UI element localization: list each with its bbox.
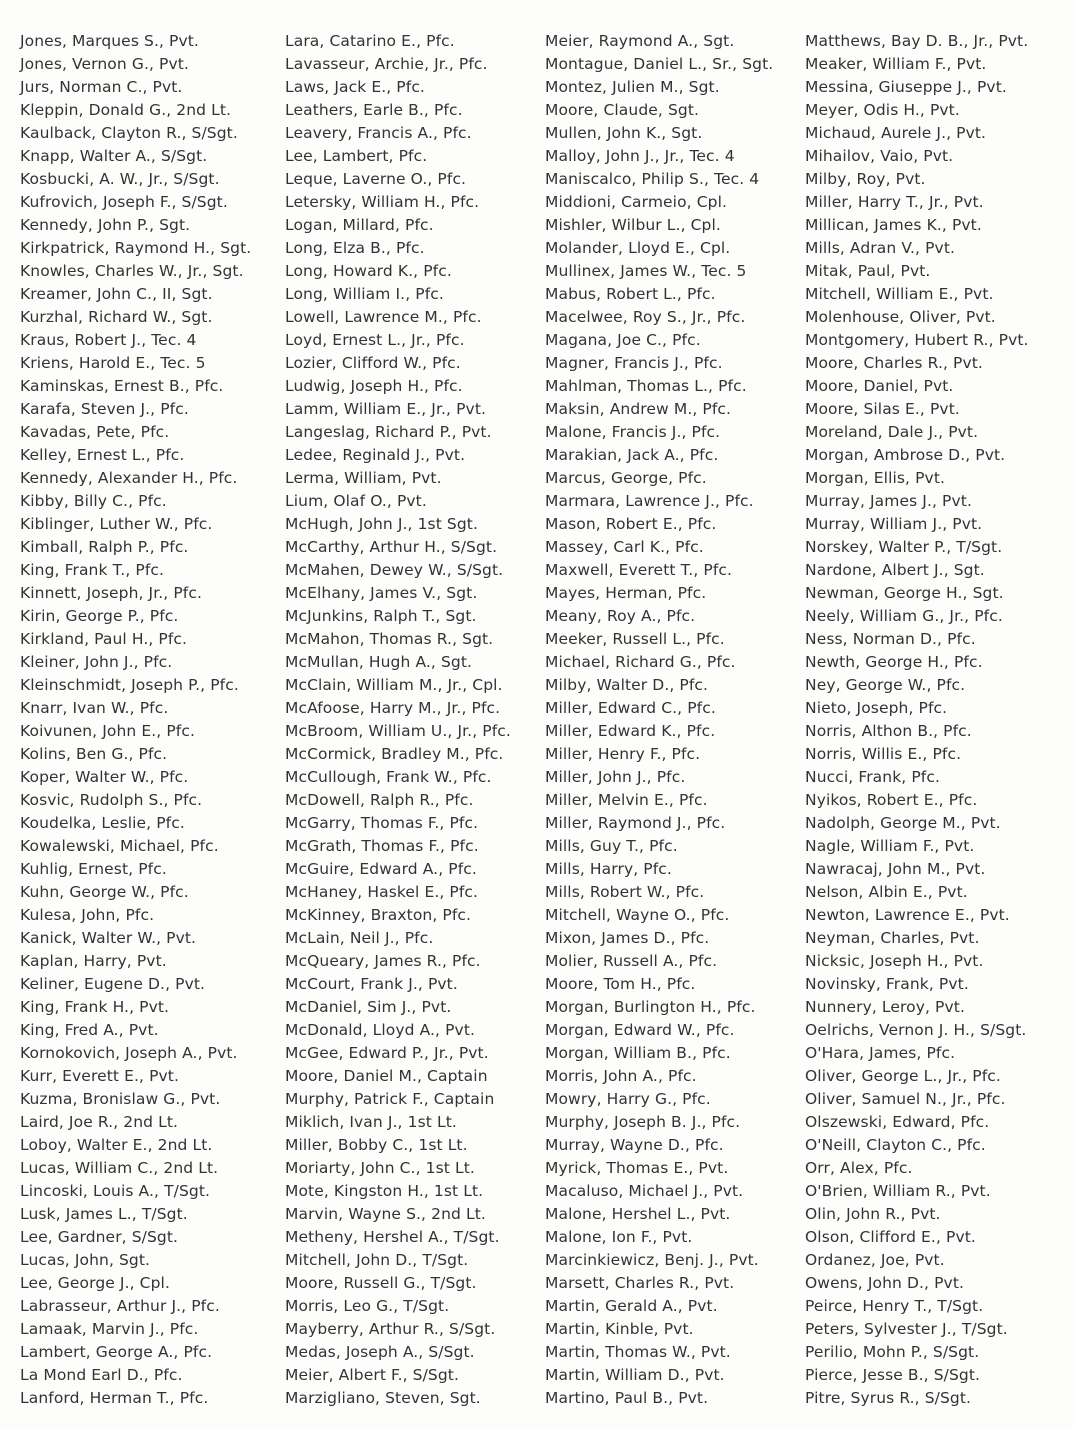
roster-entry: Mullen, John K., Sgt. (545, 124, 703, 142)
roster-entry: Kuhn, George W., Pfc. (20, 883, 189, 901)
roster-entry: Ney, George W., Pfc. (805, 676, 966, 694)
roster-entry: Morgan, Ellis, Pvt. (805, 469, 946, 487)
roster-entry: Messina, Giuseppe J., Pvt. (805, 78, 1007, 96)
roster-entry: Montgomery, Hubert R., Pvt. (805, 331, 1029, 349)
roster-entry: Miller, Bobby C., 1st Lt. (285, 1136, 468, 1154)
roster-entry: Keliner, Eugene D., Pvt. (20, 975, 206, 993)
roster-entry: Kosbucki, A. W., Jr., S/Sgt. (20, 170, 220, 188)
roster-entry: Macaluso, Michael J., Pvt. (545, 1182, 744, 1200)
roster-entry: Meier, Raymond A., Sgt. (545, 32, 735, 50)
roster-entry: Langeslag, Richard P., Pvt. (285, 423, 492, 441)
roster-entry: McHaney, Haskel E., Pfc. (285, 883, 479, 901)
roster-entry: McKinney, Braxton, Pfc. (285, 906, 472, 924)
roster-entry: Kufrovich, Joseph F., S/Sgt. (20, 193, 228, 211)
roster-entry: Kavadas, Pete, Pfc. (20, 423, 170, 441)
roster-entry: Nagle, William F., Pvt. (805, 837, 975, 855)
roster-entry: McDonald, Lloyd A., Pvt. (285, 1021, 476, 1039)
roster-entry: Moore, Russell G., T/Sgt. (285, 1274, 477, 1292)
roster-entry: Mills, Robert W., Pfc. (545, 883, 705, 901)
roster-entry: Ness, Norman D., Pfc. (805, 630, 976, 648)
roster-entry: McHugh, John J., 1st Sgt. (285, 515, 478, 533)
roster-entry: Norskey, Walter P., T/Sgt. (805, 538, 1003, 556)
roster-entry: Kennedy, Alexander H., Pfc. (20, 469, 238, 487)
roster-entry: Mahlman, Thomas L., Pfc. (545, 377, 747, 395)
roster-entry: Koper, Walter W., Pfc. (20, 768, 189, 786)
roster-entry: Lanford, Herman T., Pfc. (20, 1389, 209, 1407)
roster-entry: Nicksic, Joseph H., Pvt. (805, 952, 984, 970)
roster-entry: Kaplan, Harry, Pvt. (20, 952, 167, 970)
roster-entry: Karafa, Steven J., Pfc. (20, 400, 189, 418)
roster-entry: La Mond Earl D., Pfc. (20, 1366, 183, 1384)
roster-entry: Norris, Willis E., Pfc. (805, 745, 962, 763)
roster-entry: Michael, Richard G., Pfc. (545, 653, 736, 671)
roster-entry: Knarr, Ivan W., Pfc. (20, 699, 169, 717)
roster-entry: Olszewski, Edward, Pfc. (805, 1113, 990, 1131)
roster-entry: Koivunen, John E., Pfc. (20, 722, 195, 740)
roster-entry: Kleinschmidt, Joseph P., Pfc. (20, 676, 239, 694)
roster-entry: Millican, James K., Pvt. (805, 216, 982, 234)
roster-entry: Michaud, Aurele J., Pvt. (805, 124, 987, 142)
roster-entry: Logan, Millard, Pfc. (285, 216, 434, 234)
roster-entry: Knowles, Charles W., Jr., Sgt. (20, 262, 244, 280)
roster-entry: Murray, Wayne D., Pfc. (545, 1136, 724, 1154)
roster-entry: Oelrichs, Vernon J. H., S/Sgt. (805, 1021, 1027, 1039)
roster-entry: Lara, Catarino E., Pfc. (285, 32, 455, 50)
roster-entry: McBroom, William U., Jr., Pfc. (285, 722, 511, 740)
roster-entry: Morgan, Ambrose D., Pvt. (805, 446, 1006, 464)
roster-entry: Lavasseur, Archie, Jr., Pfc. (285, 55, 488, 73)
roster-entry: Letersky, William H., Pfc. (285, 193, 480, 211)
roster-entry: Leavery, Francis A., Pfc. (285, 124, 472, 142)
roster-entry: Murphy, Joseph B. J., Pfc. (545, 1113, 741, 1131)
roster-entry: Nardone, Albert J., Sgt. (805, 561, 985, 579)
roster-entry: Marsett, Charles R., Pvt. (545, 1274, 735, 1292)
roster-entry: Miller, Harry T., Jr., Pvt. (805, 193, 984, 211)
roster-entry: Mills, Guy T., Pfc. (545, 837, 678, 855)
roster-entry: King, Frank T., Pfc. (20, 561, 165, 579)
roster-entry: Owens, John D., Pvt. (805, 1274, 965, 1292)
roster-entry: Miklich, Ivan J., 1st Lt. (285, 1113, 457, 1131)
roster-entry: Mullinex, James W., Tec. 5 (545, 262, 747, 280)
roster-entry: Kaminskas, Ernest B., Pfc. (20, 377, 224, 395)
roster-entry: Malloy, John J., Jr., Tec. 4 (545, 147, 735, 165)
roster-entry: Marmara, Lawrence J., Pfc. (545, 492, 754, 510)
roster-entry: Kirin, George P., Pfc. (20, 607, 179, 625)
roster-entry: Moriarty, John C., 1st Lt. (285, 1159, 475, 1177)
roster-entry: Kurzhal, Richard W., Sgt. (20, 308, 213, 326)
roster-entry: Leque, Laverne O., Pfc. (285, 170, 467, 188)
roster-entry: Lucas, John, Sgt. (20, 1251, 151, 1269)
roster-entry: Maxwell, Everett T., Pfc. (545, 561, 733, 579)
roster-entry: Martino, Paul B., Pvt. (545, 1389, 709, 1407)
roster-entry: Newman, George H., Sgt. (805, 584, 1004, 602)
roster-entry: Newth, George H., Pfc. (805, 653, 983, 671)
roster-entry: McJunkins, Ralph T., Sgt. (285, 607, 477, 625)
roster-entry: Meany, Roy A., Pfc. (545, 607, 696, 625)
roster-entry: Lozier, Clifford W., Pfc. (285, 354, 461, 372)
roster-entry: Knapp, Walter A., S/Sgt. (20, 147, 208, 165)
roster-entry: Jurs, Norman C., Pvt. (20, 78, 183, 96)
roster-entry: Kimball, Ralph P., Pfc. (20, 538, 189, 556)
roster-entry: Loboy, Walter E., 2nd Lt. (20, 1136, 213, 1154)
roster-entry: Long, William I., Pfc. (285, 285, 444, 303)
roster-column-4 (805, 30, 1029, 1410)
roster-entry: Lambert, George A., Pfc. (20, 1343, 213, 1361)
roster-entry: Lamm, William E., Jr., Pvt. (285, 400, 487, 418)
roster-entry: Olson, Clifford E., Pvt. (805, 1228, 976, 1246)
roster-entry: Mihailov, Vaio, Pvt. (805, 147, 954, 165)
roster-entry: Neyman, Charles, Pvt. (805, 929, 980, 947)
roster-entry: McClain, William M., Jr., Cpl. (285, 676, 503, 694)
roster-entry: Martin, William D., Pvt. (545, 1366, 725, 1384)
roster-entry: Lowell, Lawrence M., Pfc. (285, 308, 482, 326)
roster-entry: Morgan, Burlington H., Pfc. (545, 998, 756, 1016)
roster-entry: Ordanez, Joe, Pvt. (805, 1251, 945, 1269)
roster-entry: Molier, Russell A., Pfc. (545, 952, 718, 970)
roster-entry: McAfoose, Harry M., Jr., Pfc. (285, 699, 501, 717)
roster-entry: McCarthy, Arthur H., S/Sgt. (285, 538, 498, 556)
roster-entry: Miller, Henry F., Pfc. (545, 745, 701, 763)
roster-entry: Kelley, Ernest L., Pfc. (20, 446, 185, 464)
roster-entry: Olin, John R., Pvt. (805, 1205, 941, 1223)
roster-entry: Kowalewski, Michael, Pfc. (20, 837, 219, 855)
roster-entry: Mills, Adran V., Pvt. (805, 239, 956, 257)
roster-entry: McGarry, Thomas F., Pfc. (285, 814, 479, 832)
roster-entry: Morgan, William B., Pfc. (545, 1044, 731, 1062)
roster-entry: Kurr, Everett E., Pvt. (20, 1067, 179, 1085)
roster-entry: Miller, Edward K., Pfc. (545, 722, 716, 740)
roster-entry: Mayberry, Arthur R., S/Sgt. (285, 1320, 496, 1338)
roster-entry: Murray, William J., Pvt. (805, 515, 983, 533)
roster-entry: Novinsky, Frank, Pvt. (805, 975, 969, 993)
roster-entry: Long, Howard K., Pfc. (285, 262, 452, 280)
roster-entry: McQueary, James R., Pfc. (285, 952, 481, 970)
roster-entry: McElhany, James V., Sgt. (285, 584, 478, 602)
roster-entry: Marvin, Wayne S., 2nd Lt. (285, 1205, 486, 1223)
roster-entry: Lee, Gardner, S/Sgt. (20, 1228, 179, 1246)
roster-entry: Middioni, Carmeio, Cpl. (545, 193, 728, 211)
roster-entry: Kirkpatrick, Raymond H., Sgt. (20, 239, 252, 257)
roster-entry: Miller, Edward C., Pfc. (545, 699, 716, 717)
roster-entry: Orr, Alex, Pfc. (805, 1159, 913, 1177)
roster-entry: Meaker, William F., Pvt. (805, 55, 987, 73)
roster-entry: Kuzma, Bronislaw G., Pvt. (20, 1090, 221, 1108)
roster-entry: Jones, Vernon G., Pvt. (20, 55, 189, 73)
roster-column-2 (285, 30, 511, 1410)
roster-entry: Kennedy, John P., Sgt. (20, 216, 191, 234)
roster-entry: McMahen, Dewey W., S/Sgt. (285, 561, 504, 579)
roster-entry: Peters, Sylvester J., T/Sgt. (805, 1320, 1008, 1338)
roster-entry: Kleppin, Donald G., 2nd Lt. (20, 101, 232, 119)
roster-entry: Montez, Julien M., Sgt. (545, 78, 720, 96)
roster-entry: Meeker, Russell L., Pfc. (545, 630, 725, 648)
roster-entry: Kanick, Walter W., Pvt. (20, 929, 197, 947)
roster-entry: King, Frank H., Pvt. (20, 998, 170, 1016)
roster-entry: Marzigliano, Steven, Sgt. (285, 1389, 481, 1407)
roster-entry: Marakian, Jack A., Pfc. (545, 446, 719, 464)
roster-entry: Kosvic, Rudolph S., Pfc. (20, 791, 203, 809)
roster-entry: Moore, Silas E., Pvt. (805, 400, 960, 418)
roster-entry: Peirce, Henry T., T/Sgt. (805, 1297, 984, 1315)
roster-entry: Moreland, Dale J., Pvt. (805, 423, 979, 441)
roster-entry: Kulesa, John, Pfc. (20, 906, 155, 924)
roster-entry: Kiblinger, Luther W., Pfc. (20, 515, 213, 533)
roster-entry: McGee, Edward P., Jr., Pvt. (285, 1044, 489, 1062)
roster-entry: Newton, Lawrence E., Pvt. (805, 906, 1010, 924)
roster-entry: Lucas, William C., 2nd Lt. (20, 1159, 219, 1177)
roster-entry: Martin, Kinble, Pvt. (545, 1320, 694, 1338)
roster-entry: Pitre, Syrus R., S/Sgt. (805, 1389, 972, 1407)
roster-entry: Macelwee, Roy S., Jr., Pfc. (545, 308, 746, 326)
roster-entry: Kleiner, John J., Pfc. (20, 653, 173, 671)
roster-entry: O'Hara, James, Pfc. (805, 1044, 956, 1062)
roster-entry: Oliver, George L., Jr., Pfc. (805, 1067, 1001, 1085)
roster-entry: McCullough, Frank W., Pfc. (285, 768, 492, 786)
roster-entry: Pierce, Jesse B., S/Sgt. (805, 1366, 981, 1384)
roster-entry: Kaulback, Clayton R., S/Sgt. (20, 124, 238, 142)
roster-entry: Matthews, Bay D. B., Jr., Pvt. (805, 32, 1029, 50)
roster-entry: Magana, Joe C., Pfc. (545, 331, 701, 349)
roster-entry: Myrick, Thomas E., Pvt. (545, 1159, 729, 1177)
roster-entry: Kinnett, Joseph, Jr., Pfc. (20, 584, 203, 602)
roster-entry: McCourt, Frank J., Pvt. (285, 975, 458, 993)
roster-entry: Meyer, Odis H., Pvt. (805, 101, 960, 119)
roster-entry: Kornokovich, Joseph A., Pvt. (20, 1044, 238, 1062)
roster-entry: McCormick, Bradley M., Pfc. (285, 745, 504, 763)
roster-entry: Moore, Daniel, Pvt. (805, 377, 954, 395)
roster-entry: Moore, Daniel M., Captain (285, 1067, 488, 1085)
roster-entry: Mowry, Harry G., Pfc. (545, 1090, 711, 1108)
roster-entry: Mabus, Robert L., Pfc. (545, 285, 716, 303)
roster-entry: Meier, Albert F., S/Sgt. (285, 1366, 459, 1384)
roster-entry: Marcinkiewicz, Benj. J., Pvt. (545, 1251, 759, 1269)
roster-entry: Kolins, Ben G., Pfc. (20, 745, 168, 763)
roster-entry: Jones, Marques S., Pvt. (20, 32, 199, 50)
roster-entry: Mote, Kingston H., 1st Lt. (285, 1182, 484, 1200)
roster-entry: Laird, Joe R., 2nd Lt. (20, 1113, 179, 1131)
roster-entry: Mitchell, Wayne O., Pfc. (545, 906, 730, 924)
roster-entry: Long, Elza B., Pfc. (285, 239, 425, 257)
roster-entry: Lee, Lambert, Pfc. (285, 147, 428, 165)
roster-entry: Kreamer, John C., II, Sgt. (20, 285, 213, 303)
roster-entry: Norris, Althon B., Pfc. (805, 722, 972, 740)
roster-entry: Miller, Raymond J., Pfc. (545, 814, 726, 832)
roster-entry: Neely, William G., Jr., Pfc. (805, 607, 1003, 625)
roster-entry: Lamaak, Marvin J., Pfc. (20, 1320, 199, 1338)
roster-entry: Kriens, Harold E., Tec. 5 (20, 354, 206, 372)
roster-entry: Massey, Carl K., Pfc. (545, 538, 704, 556)
roster-entry: Marcus, George, Pfc. (545, 469, 707, 487)
roster-entry: Kibby, Billy C., Pfc. (20, 492, 167, 510)
roster-entry: Labrasseur, Arthur J., Pfc. (20, 1297, 220, 1315)
roster-entry: Lerma, William, Pvt. (285, 469, 442, 487)
roster-entry: Oliver, Samuel N., Jr., Pfc. (805, 1090, 1006, 1108)
roster-entry: Kuhlig, Ernest, Pfc. (20, 860, 167, 878)
roster-entry: Ledee, Reginald J., Pvt. (285, 446, 466, 464)
roster-entry: Malone, Francis J., Pfc. (545, 423, 721, 441)
roster-column-1 (20, 30, 251, 1410)
roster-entry: McDowell, Ralph R., Pfc. (285, 791, 474, 809)
roster-entry: Mayes, Herman, Pfc. (545, 584, 707, 602)
roster-entry: Morgan, Edward W., Pfc. (545, 1021, 735, 1039)
roster-entry: O'Brien, William R., Pvt. (805, 1182, 991, 1200)
roster-entry: Murphy, Patrick F., Captain (285, 1090, 495, 1108)
roster-entry: Kirkland, Paul H., Pfc. (20, 630, 188, 648)
roster-entry: McDaniel, Sim J., Pvt. (285, 998, 452, 1016)
roster-entry: Morris, John A., Pfc. (545, 1067, 697, 1085)
roster-entry: Loyd, Ernest L., Jr., Pfc. (285, 331, 465, 349)
roster-entry: Miller, John J., Pfc. (545, 768, 686, 786)
roster-entry: Molander, Lloyd E., Cpl. (545, 239, 731, 257)
roster-entry: Malone, Hershel L., Pvt. (545, 1205, 731, 1223)
roster-entry: Molenhouse, Oliver, Pvt. (805, 308, 996, 326)
roster-entry: Mitchell, William E., Pvt. (805, 285, 994, 303)
roster-entry: McMahon, Thomas R., Sgt. (285, 630, 494, 648)
roster-entry: Nucci, Frank, Pfc. (805, 768, 940, 786)
roster-entry: Mitchell, John D., T/Sgt. (285, 1251, 469, 1269)
roster-entry: Medas, Joseph A., S/Sgt. (285, 1343, 475, 1361)
roster-entry: Maniscalco, Philip S., Tec. 4 (545, 170, 760, 188)
roster-entry: McLain, Neil J., Pfc. (285, 929, 434, 947)
roster-entry: Laws, Jack E., Pfc. (285, 78, 425, 96)
roster-entry: Lium, Olaf O., Pvt. (285, 492, 427, 510)
roster-entry: McGrath, Thomas F., Pfc. (285, 837, 479, 855)
roster-entry: Montague, Daniel L., Sr., Sgt. (545, 55, 774, 73)
roster-entry: Perilio, Mohn P., S/Sgt. (805, 1343, 980, 1361)
roster-entry: Mixon, James D., Pfc. (545, 929, 710, 947)
roster-column-3 (545, 30, 773, 1410)
roster-entry: Lusk, James L., T/Sgt. (20, 1205, 188, 1223)
roster-entry: Nieto, Joseph, Pfc. (805, 699, 948, 717)
roster-entry: Mitak, Paul, Pvt. (805, 262, 931, 280)
roster-entry: Mills, Harry, Pfc. (545, 860, 672, 878)
roster-entry: Maksin, Andrew M., Pfc. (545, 400, 732, 418)
roster-entry: Nunnery, Leroy, Pvt. (805, 998, 965, 1016)
roster-entry: Milby, Walter D., Pfc. (545, 676, 709, 694)
roster-entry: Nyikos, Robert E., Pfc. (805, 791, 978, 809)
roster-entry: Leathers, Earle B., Pfc. (285, 101, 463, 119)
roster-entry: Malone, Ion F., Pvt. (545, 1228, 693, 1246)
roster-entry: Ludwig, Joseph H., Pfc. (285, 377, 463, 395)
roster-entry: Miller, Melvin E., Pfc. (545, 791, 708, 809)
roster-entry: Metheny, Hershel A., T/Sgt. (285, 1228, 500, 1246)
roster-entry: Koudelka, Leslie, Pfc. (20, 814, 185, 832)
roster-entry: Nelson, Albin E., Pvt. (805, 883, 968, 901)
roster-entry: Milby, Roy, Pvt. (805, 170, 926, 188)
roster-entry: Moore, Claude, Sgt. (545, 101, 700, 119)
roster-entry: O'Neill, Clayton C., Pfc. (805, 1136, 986, 1154)
roster-entry: Lincoski, Louis A., T/Sgt. (20, 1182, 211, 1200)
roster-entry: Moore, Charles R., Pvt. (805, 354, 983, 372)
roster-entry: Mason, Robert E., Pfc. (545, 515, 717, 533)
roster-entry: Magner, Francis J., Pfc. (545, 354, 723, 372)
roster-entry: King, Fred A., Pvt. (20, 1021, 159, 1039)
roster-entry: Martin, Thomas W., Pvt. (545, 1343, 731, 1361)
roster-entry: McMullan, Hugh A., Sgt. (285, 653, 473, 671)
roster-entry: Nadolph, George M., Pvt. (805, 814, 1001, 832)
roster-entry: Moore, Tom H., Pfc. (545, 975, 696, 993)
roster-entry: Mishler, Wilbur L., Cpl. (545, 216, 721, 234)
roster-entry: Nawracaj, John M., Pvt. (805, 860, 986, 878)
roster-entry: Martin, Gerald A., Pvt. (545, 1297, 718, 1315)
roster-entry: Murray, James J., Pvt. (805, 492, 972, 510)
roster-entry: Morris, Leo G., T/Sgt. (285, 1297, 450, 1315)
roster-entry: McGuire, Edward A., Pfc. (285, 860, 477, 878)
roster-entry: Lee, George J., Cpl. (20, 1274, 170, 1292)
roster-entry: Kraus, Robert J., Tec. 4 (20, 331, 197, 349)
